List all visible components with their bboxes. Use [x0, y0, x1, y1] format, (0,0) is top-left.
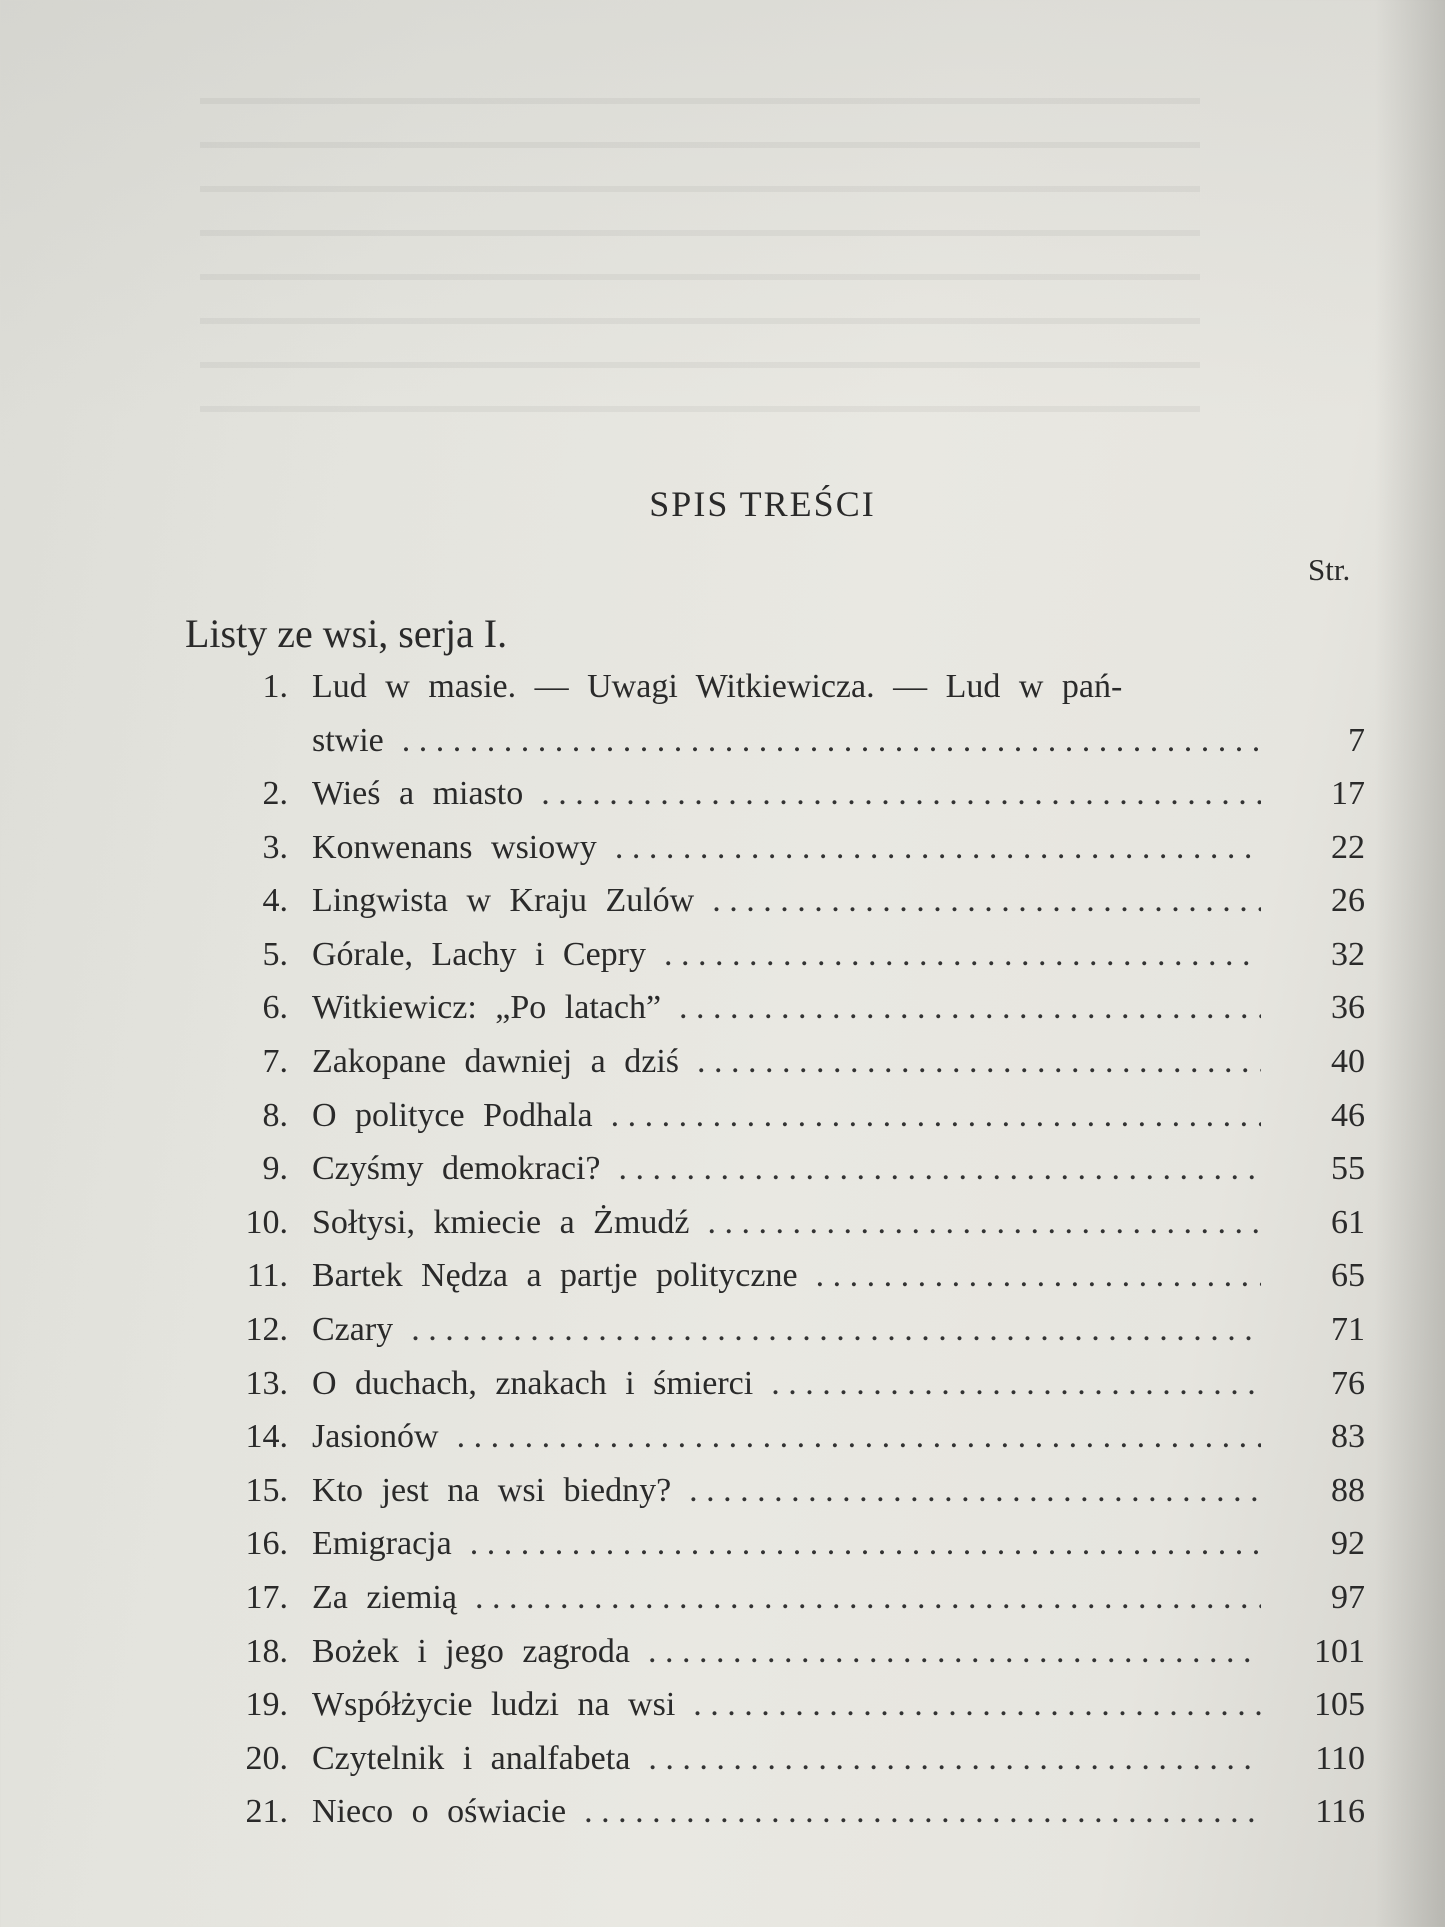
dot-leader [611, 1097, 1261, 1135]
toc-entry [220, 1793, 1365, 1847]
toc-entry-page: 116 [1315, 1793, 1365, 1831]
dot-leader [457, 1418, 1261, 1456]
toc-entry-page: 83 [1331, 1418, 1365, 1456]
toc-entry-title: Witkiewicz: „Po latach” [312, 989, 662, 1027]
toc-entry [220, 1257, 1365, 1311]
toc-entry-number: 16. [245, 1525, 288, 1563]
toc-entry-number: 19. [245, 1686, 288, 1724]
toc-entry [220, 668, 1365, 775]
toc-entry-number: 6. [262, 989, 288, 1027]
toc-entry [220, 1150, 1365, 1204]
toc-entry-number: 18. [245, 1632, 288, 1670]
toc-entry-title: Jasionów [312, 1418, 439, 1456]
toc-entry-title: Wieś a miasto [312, 775, 524, 812]
dot-leader [648, 1740, 1261, 1778]
toc-entry-number: 7. [262, 1042, 288, 1080]
toc-entry-number: 14. [245, 1418, 288, 1456]
dot-leader [816, 1257, 1261, 1295]
toc-entry-page: 32 [1331, 935, 1365, 973]
toc-entry-page: 46 [1331, 1096, 1365, 1134]
dot-leader [541, 775, 1261, 813]
toc-entry-title: Lingwista w Kraju Zulów [312, 882, 695, 920]
toc-entry-number: 9. [262, 1150, 288, 1188]
dot-leader [470, 1525, 1261, 1563]
dot-leader [693, 1686, 1261, 1724]
toc-entry [220, 882, 1365, 936]
toc-entry [220, 989, 1365, 1043]
toc-entry-title: O polityce Podhala [312, 1096, 593, 1134]
toc-entry-title: Emigracja [312, 1525, 452, 1563]
toc-entry-number: 20. [245, 1739, 288, 1777]
dot-leader [689, 1472, 1261, 1510]
page-shading-right [1375, 0, 1445, 1927]
toc-entry-number: 12. [245, 1310, 288, 1348]
toc-entry-page: 105 [1314, 1686, 1365, 1724]
toc-entry [220, 829, 1365, 883]
section-heading: Listy ze wsi, serja I. [185, 611, 508, 656]
dot-leader [664, 936, 1261, 974]
toc-entry-title: Czytelnik i analfabeta [312, 1739, 631, 1777]
toc-entry-page: 101 [1314, 1632, 1365, 1670]
toc-entry-page: 97 [1331, 1578, 1365, 1616]
toc-entry-page: 88 [1331, 1471, 1365, 1509]
dot-leader [584, 1793, 1261, 1831]
dot-leader [615, 829, 1261, 867]
toc-entry-title: Konwenans wsiowy [312, 828, 597, 866]
toc-entry-title: Zakopane dawniej a dziś [312, 1042, 680, 1080]
toc-entry-title-line: Lud w masie. — Uwagi Witkiewicza. — Lud w pań- [312, 668, 1123, 705]
dot-leader [697, 1043, 1261, 1081]
toc-entry [220, 775, 1365, 829]
toc-entry-number: 15. [245, 1471, 288, 1509]
dot-leader [648, 1633, 1261, 1671]
toc-entry-title: Bartek Nędza a partje polityczne [312, 1257, 798, 1295]
toc-entry-page: 22 [1331, 828, 1365, 866]
toc-entry-title: Bożek i jego zagroda [312, 1632, 630, 1670]
toc-entry-number: 13. [245, 1364, 288, 1402]
dot-leader [475, 1579, 1261, 1617]
toc-entry-number: 8. [262, 1096, 288, 1134]
toc-entry-number: 17. [245, 1578, 288, 1616]
toc-entry-number: 2. [262, 775, 288, 812]
toc-entry-number: 21. [245, 1793, 288, 1831]
toc-entry-number: 10. [245, 1203, 288, 1241]
toc-entry [220, 1525, 1365, 1579]
toc-entry [220, 1472, 1365, 1526]
toc-entry-number: 4. [262, 882, 288, 920]
toc-entry [220, 1097, 1365, 1151]
toc-entry-page: 110 [1315, 1739, 1365, 1777]
toc-entry [220, 1204, 1365, 1258]
toc-entry-number: 1. [262, 668, 288, 705]
toc-entry-page: 17 [1331, 775, 1365, 812]
toc-entry [220, 1686, 1365, 1740]
toc-entry-page: 40 [1331, 1042, 1365, 1080]
page-column-label: Str. [1308, 552, 1351, 587]
bleed-through-text [200, 60, 1200, 420]
toc-entry-title: stwie [312, 721, 384, 759]
toc-entry-page: 26 [1331, 882, 1365, 920]
toc-entry-page: 36 [1331, 989, 1365, 1027]
toc-entry-title: Współżycie ludzi na wsi [312, 1686, 676, 1724]
dot-leader [708, 1204, 1262, 1242]
dot-leader [411, 1311, 1261, 1349]
toc-entry [220, 1365, 1365, 1419]
dot-leader [679, 989, 1261, 1027]
toc-entry-title: Za ziemią [312, 1578, 457, 1616]
toc-entry [220, 1043, 1365, 1097]
toc-entry-page: 76 [1331, 1364, 1365, 1402]
dot-leader [712, 882, 1261, 920]
toc-entry [220, 1633, 1365, 1687]
toc-entry-number: 5. [262, 935, 288, 973]
toc-entry-number: 11. [246, 1257, 288, 1295]
toc-entry [220, 1311, 1365, 1365]
toc-entry [220, 936, 1365, 990]
toc-entry-number: 3. [262, 828, 288, 866]
toc-entry-page: 92 [1331, 1525, 1365, 1563]
toc-entry-title: Kto jest na wsi biedny? [312, 1471, 672, 1509]
dot-leader [402, 722, 1261, 760]
toc-entry-page: 71 [1331, 1310, 1365, 1348]
toc-entry [220, 1740, 1365, 1794]
toc-entry-title: O duchach, znakach i śmierci [312, 1364, 754, 1402]
toc-entry-page: 61 [1331, 1203, 1365, 1241]
toc-entry [220, 1579, 1365, 1633]
toc-entry-title: Czyśmy demokraci? [312, 1150, 601, 1188]
dot-leader [771, 1365, 1261, 1403]
dot-leader [619, 1150, 1261, 1188]
toc-entry-title: Nieco o oświacie [312, 1793, 567, 1831]
toc-entry-page: 65 [1331, 1257, 1365, 1295]
toc-entry-title: Sołtysi, kmiecie a Żmudź [312, 1203, 690, 1241]
toc-entry-page: 55 [1331, 1150, 1365, 1188]
toc-entry-page: 7 [1348, 721, 1365, 759]
toc-entry-title: Czary [312, 1310, 394, 1348]
toc-entry [220, 1418, 1365, 1472]
page-title: SPIS TREŚCI [649, 484, 876, 524]
toc-entry-title: Górale, Lachy i Cepry [312, 935, 646, 973]
table-of-contents [220, 668, 1365, 1847]
